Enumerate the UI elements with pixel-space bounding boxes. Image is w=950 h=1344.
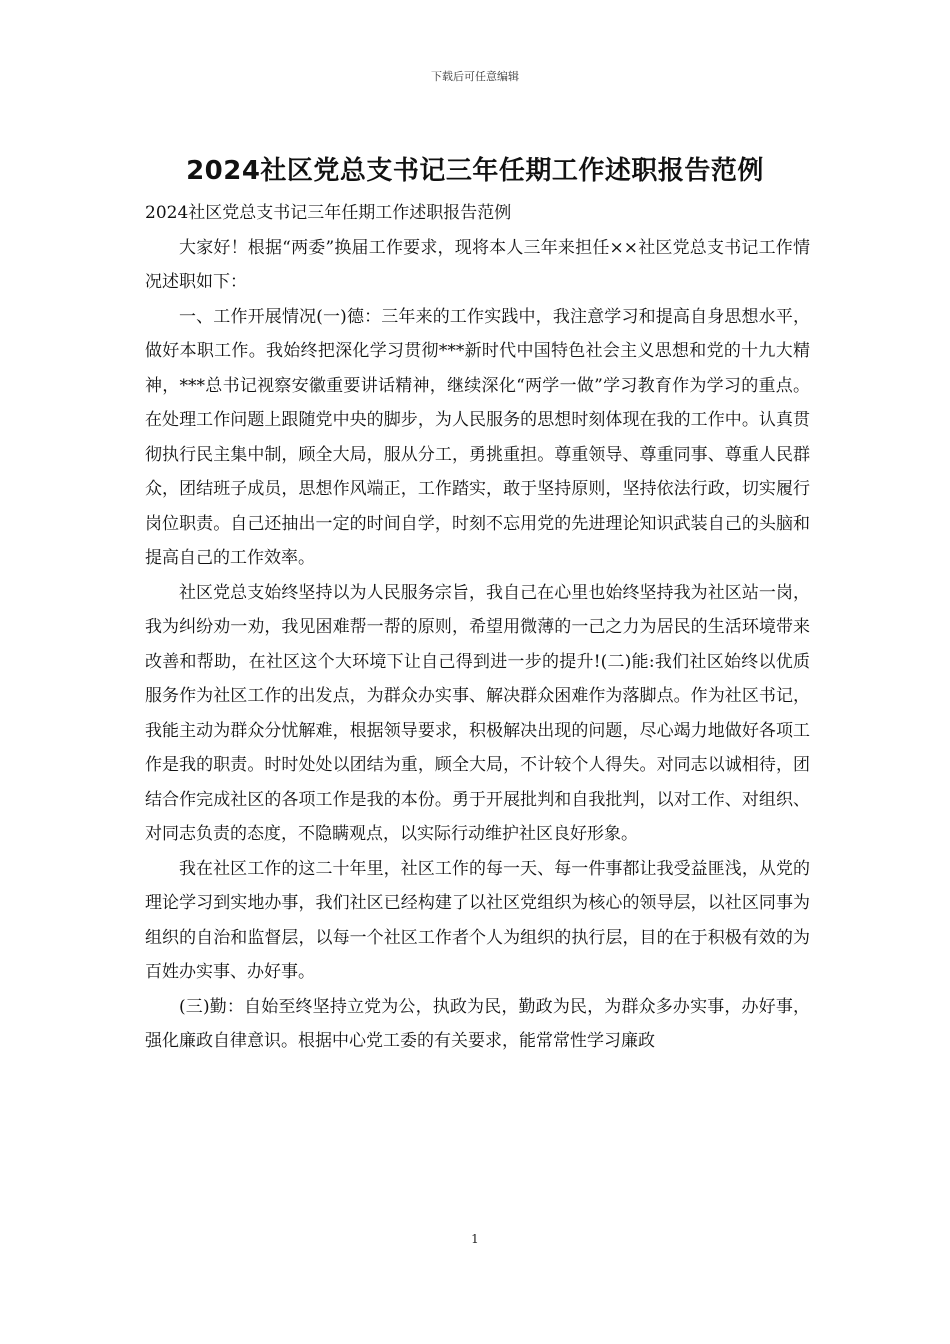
document-title: 2024社区党总支书记三年任期工作述职报告范例 xyxy=(186,156,764,186)
page-number: 1 xyxy=(471,1232,479,1246)
subtitle-paragraph: 2024社区党总支书记三年任期工作述职报告范例 xyxy=(145,203,512,223)
document-body xyxy=(145,196,810,1059)
body-paragraph-ability: 社区党总支始终坚持以为人民服务宗旨，我自己在心里也始终坚持我为社区站一岗，我为纠纷劝一劝，我见困难帮一帮的原则，希望用微薄的一己之力为居民的生活环境带来改善和帮助，在社区这个大环境下让自己得到进一步的提升!(二)能:我们社区始终以优质服务作为社区工作的出发点，为群众办实事、解决群众困难作为落脚点。作为社区书记，我能主动为群众分忧解难，根据领导要求，积极解决出现的问题，尽心竭力地做好各项工作是我的职责。时时处处以团结为重，顾全大局，不计较个人得失。对同志以诚相待，团结合作完成社区的各项工作是我的本份。勇于开展批判和自我批判，以对工作、对组织、对同志负责的态度，不隐瞒观点，以实际行动维护社区良好形象。 xyxy=(145,582,810,844)
body-paragraph-experience: 我在社区工作的这二十年里，社区工作的每一天、每一件事都让我受益匪浅，从党的理论学习到实地办事，我们社区已经构建了以社区党组织为核心的领导层，以社区同事为组织的自治和监督层，以每一个社区工作者个人为组织的执行层，目的在于积极有效的为百姓办实事、办好事。 xyxy=(145,858,810,982)
body-paragraph-diligence: (三)勤：自始至终坚持立党为公，执政为民，勤政为民，为群众多办实事，办好事，强化廉政自律意识。根据中心党工委的有关要求，能常常性学习廉政 xyxy=(145,996,810,1051)
body-paragraph-greeting: 大家好！根据“两委”换届工作要求，现将本人三年来担任××社区党总支书记工作情况述职如下： xyxy=(145,237,810,292)
header-note: 下载后可任意编辑 xyxy=(431,70,519,83)
body-paragraph-virtue: 一、工作开展情况(一)德：三年来的工作实践中，我注意学习和提高自身思想水平，做好本职工作。我始终把深化学习贯彻***新时代中国特色社会主义思想和党的十九大精神，***总书记视察安徽重要讲话精神，继续深化“两学一做”学习教育作为学习的重点。在处理工作问题上跟随党中央的脚步，为人民服务的思想时刻体现在我的工作中。认真贯彻执行民主集中制，顾全大局，服从分工，勇挑重担。尊重领导、尊重同事、尊重人民群众，团结班子成员，思想作风端正，工作踏实，敢于坚持原则，坚持依法行政，切实履行岗位职责。自己还抽出一定的时间自学，时刻不忘用党的先进理论知识武装自己的头脑和提高自己的工作效率。 xyxy=(145,306,810,568)
